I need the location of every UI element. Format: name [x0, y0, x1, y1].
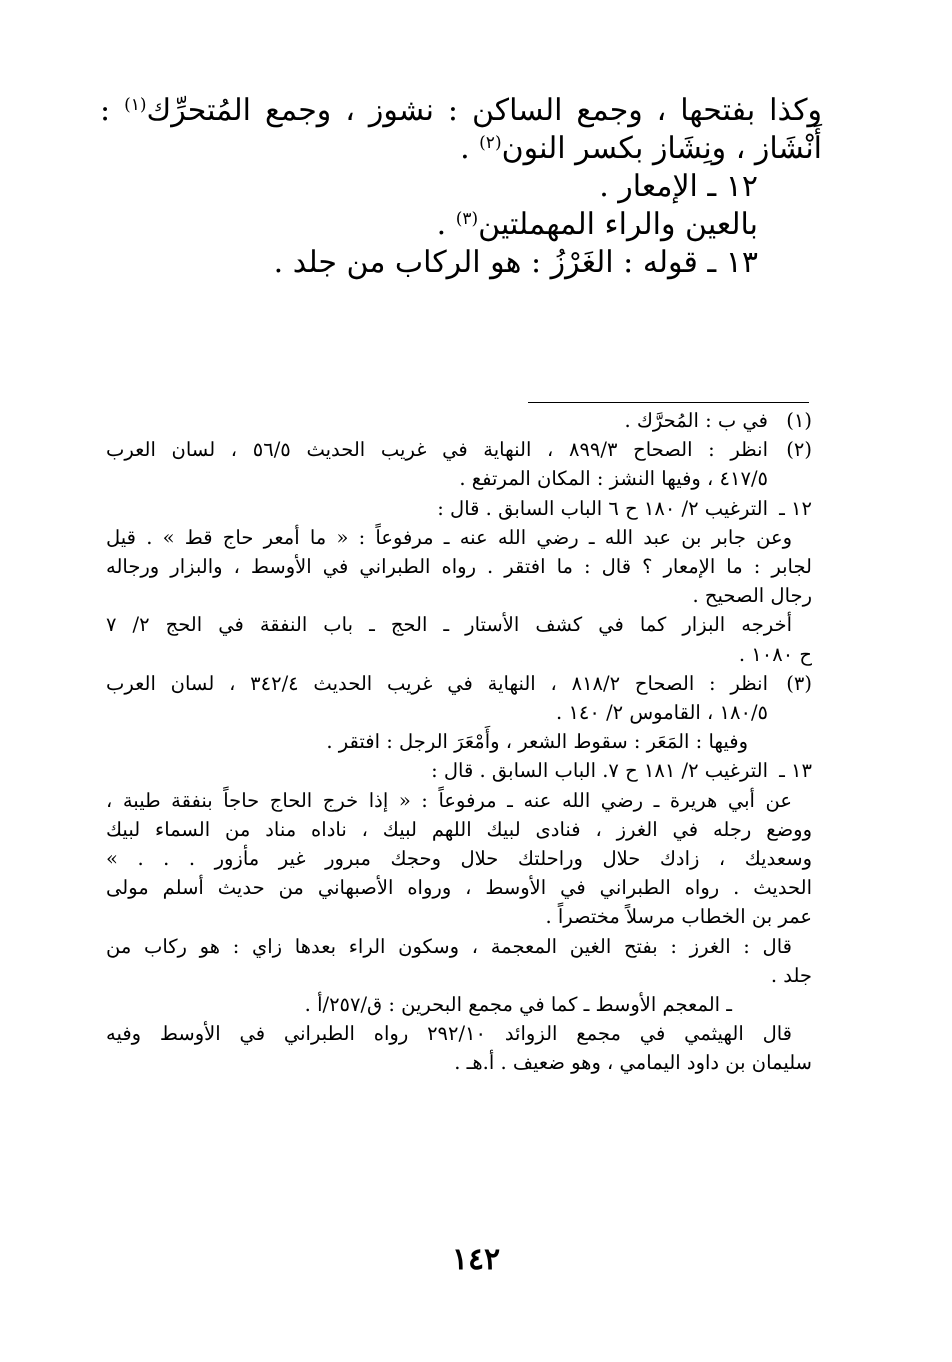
footnote-marker: ١٣ ـ	[779, 759, 812, 783]
footnote-line: قال الهيثمي في مجمع الزوائد ٢٩٢/١٠ رواه الطبراني في الأوسط وفيه	[106, 1022, 792, 1046]
footnote-ref-1: (١)	[124, 95, 147, 115]
footnote-line: أخرجه البزار كما في كشف الأستار ـ الحج ـ باب النفقة في الحج ٢/ ٧	[106, 613, 792, 637]
footnote-line: في ب : المُحرَّك .	[624, 409, 768, 432]
main-line-2-end: .	[460, 131, 480, 166]
footnote-marker: ١٢ ـ	[779, 496, 812, 520]
section-heading-12: ١٢ ـ الإمعار .	[599, 169, 758, 204]
footnote-line: عمر بن الخطاب مرسلاً مختصراً .	[545, 905, 812, 929]
footnotes	[106, 406, 812, 1078]
footnote-line: ١٨٠/٥ ، القاموس ٢/ ١٤٠ .	[556, 701, 768, 725]
footnote-12	[106, 494, 812, 669]
footnote-line: الترغيب ٢/ ١٨١ ح ٧. الباب السابق . قال :	[431, 759, 768, 783]
footnote-ref-2: (٢)	[479, 133, 502, 153]
footnote-line: رجال الصحيح .	[692, 584, 812, 608]
footnote-1	[106, 406, 812, 435]
footnote-line: جلد .	[770, 963, 812, 987]
footnote-line: ٤١٧/٥ ، وفيها النشز : المكان المرتفع .	[459, 467, 768, 491]
footnote-2	[106, 435, 812, 493]
main-line-4-text: بالعين والراء المهملتين	[478, 207, 758, 242]
footnote-line: وسعديك ، زادك حلال وراحلتك حلال وحجك مبرور غير مأزور . . . »	[106, 847, 812, 871]
footnote-line: ح ١٠٨٠ .	[738, 642, 812, 666]
main-text	[100, 92, 822, 282]
footnote-line: ـ المعجم الأوسط ـ كما في مجمع البحرين : ق/٢٥٧/أ .	[304, 993, 732, 1017]
main-line-1-text: وكذا بفتحها ، وجمع الساكن : نشوز ، وجمع المُتحرِّك	[146, 93, 822, 128]
footnote-line: سليمان بن داود اليمامي ، وهو ضعيف . أ.هـ .	[454, 1051, 812, 1075]
main-line-4-end: .	[436, 207, 456, 242]
footnote-divider	[528, 402, 809, 403]
footnote-3	[106, 669, 812, 757]
footnote-line: انظر : الصحاح ٨٩٩/٣ ، النهاية في غريب الحديث ٥٦/٥ ، لسان العرب	[106, 438, 769, 462]
section-heading-13: ١٣ ـ قوله : الغَرْزُ : هو الركاب من جلد .	[273, 245, 758, 280]
footnote-marker: (١)	[786, 409, 812, 432]
footnote-line: ووضع رجله في الغرز ، فنادى لبيك اللهم لبيك ، ناداه مناد من السماء لبيك	[106, 817, 812, 841]
footnote-line: عن أبي هريرة ـ رضي الله عنه ـ مرفوعاً : « إذا خرج الحاج حاجاً بنفقة طيبة ،	[106, 788, 792, 812]
footnote-line: وفيها : المَعَر : سقوط الشعر ، وأَمْعَرَ الرجل : افتقر .	[326, 730, 748, 754]
footnote-marker: (٣)	[786, 671, 812, 695]
page-number: ١٤٢	[451, 1242, 501, 1277]
main-line-1-end: :	[100, 93, 125, 128]
footnote-line: لجابر : ما الإمعار ؟ قال : ما افتقر . رواه الطبراني في الأوسط ، والبزار ورجاله	[106, 555, 812, 579]
main-line-2-text: أَنْشَاز ، ونِشَاز بكسر النون	[501, 131, 822, 166]
footnote-line: الحديث . رواه الطبراني في الأوسط ، ورواه الأصبهاني من حديث أسلم مولى	[106, 876, 812, 900]
footnote-ref-3: (٣)	[455, 209, 479, 229]
main-line-2	[100, 130, 822, 168]
main-line-5	[100, 244, 822, 282]
footnote-line: الترغيب ٢/ ١٨٠ ح ٦ الباب السابق . قال :	[437, 496, 768, 520]
footnote-line: انظر : الصحاح ٨١٨/٢ ، النهاية في غريب الحديث ٣٤٢/٤ ، لسان العرب	[106, 671, 768, 695]
main-line-4	[100, 206, 822, 244]
footnote-marker: (٢)	[786, 438, 812, 462]
footnote-13	[106, 756, 812, 1077]
main-line-3	[100, 168, 822, 206]
main-line-1	[100, 92, 822, 130]
footnote-line: وعن جابر بن عبد الله ـ رضي الله عنه ـ مرفوعاً : « ما أمعر حاج قط » . قيل	[106, 525, 792, 549]
footnote-line: قال : الغرز : بفتح الغين المعجمة ، وسكون الراء بعدها زاي : هو ركاب من	[106, 934, 792, 958]
